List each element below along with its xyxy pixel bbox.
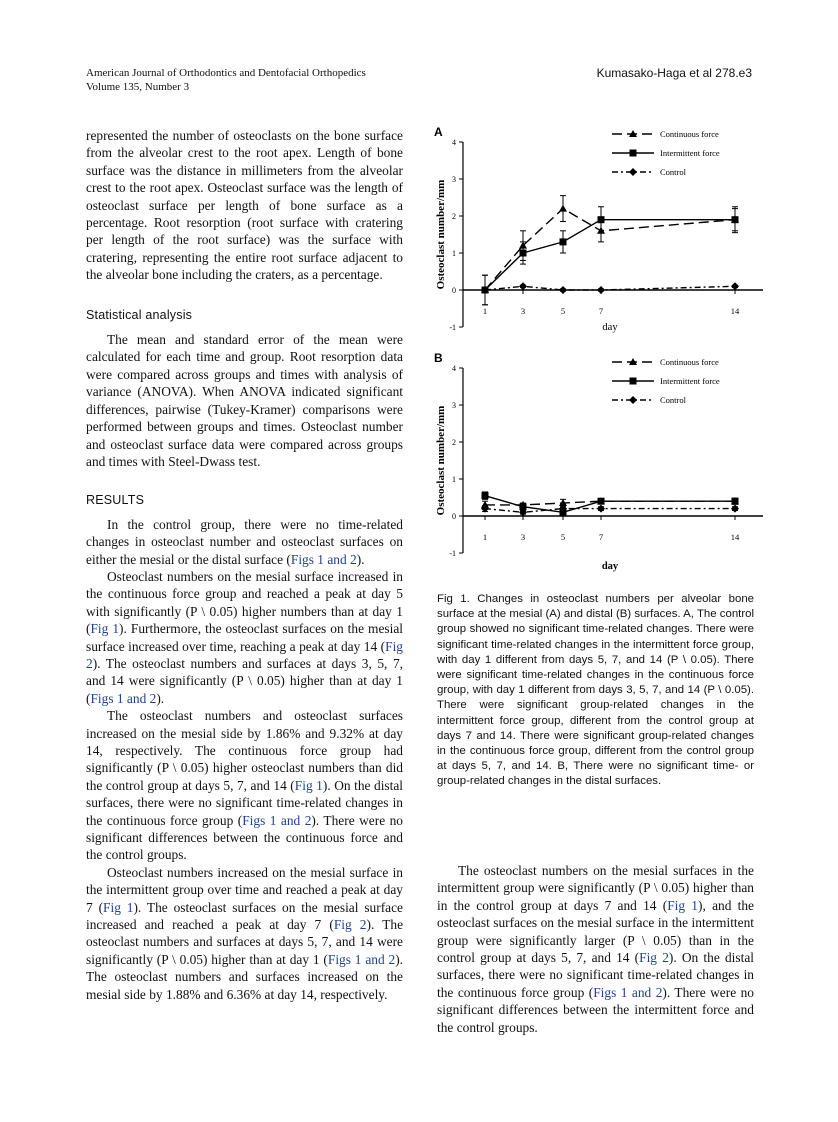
legend-label: Continuous force [660,129,719,139]
diamond-marker [629,168,637,176]
running-header-left [86,66,366,94]
chart-panel-b [434,351,763,572]
legend-label: Intermittent force [660,148,720,158]
legend-label: Continuous force [660,357,719,367]
diamond-marker [597,505,605,513]
y-tick-label: -1 [449,549,456,558]
square-marker [630,150,637,157]
results-paragraph-1: In the control group, there were no time-related changes in osteoclast number and osteoclast surfaces on either the mesial or the distal surface (Figs 1 and 2). [86,516,403,567]
methods-paragraph: represented the number of osteoclasts on the bone surface from the alveolar crest to the root apex. Length of bone surface was the distance in millimeters from the alveolar crest to the root apex. Osteoclast surface was the length of osteoclast surface per length of bone surface as a percentage. Root resorption (root surface with cratering per length of the root surface) was the surface with cratering, representing the entire root surface adjacent to the alveolar bone including the craters, as a percentage. [86,128,403,283]
journal-volume: Volume 135, Number 3 [86,81,190,93]
square-marker [482,492,489,499]
x-tick-label: 1 [482,532,488,542]
figure-link[interactable]: Figs 1 and 2 [242,812,312,828]
panel-letter: B [434,351,443,365]
results-paragraph-2: Osteoclast numbers on the mesial surface increased in the continuous force group and reached a peak at day 5 with significantly (P \ 0.05) higher numbers than at day 1 (Fig 1). Furthermore, the osteoclast surfaces on the mesial surface increased over time, reaching a peak at day 14 (Fig 2). The osteoclast numbers and surfaces at days 3, 5, 7, and 14 were significantly (P \ 0.05) higher than at day 1 (Figs 1 and 2). [86,568,403,706]
square-marker [520,250,527,257]
y-tick-label: 1 [452,475,456,484]
x-tick-label: 3 [520,532,526,542]
y-tick-label: 4 [452,138,456,147]
figure-link[interactable]: Figs 1 and 2 [593,984,663,1000]
y-axis-label: Osteoclast number/mm [435,405,447,516]
y-axis-label: Osteoclast number/mm [435,179,447,290]
x-axis-label: day [601,561,619,572]
y-tick-label: 2 [452,212,456,221]
square-marker [732,216,739,223]
y-tick-label: 1 [452,249,456,258]
panel-letter: A [434,125,443,139]
diamond-marker [629,396,637,404]
left-column [86,127,403,1003]
y-tick-label: 3 [452,175,456,184]
y-tick-label: 3 [452,401,456,410]
series-control [481,282,739,294]
x-tick-label: 3 [520,306,526,316]
square-marker [630,378,637,385]
x-tick-label: 1 [482,306,488,316]
results-heading: RESULTS [86,493,145,508]
triangle-marker [559,205,567,212]
x-tick-label: 7 [598,306,604,316]
figure-link[interactable]: Fig 1 [90,621,120,637]
y-tick-label: 2 [452,438,456,447]
statistical-analysis-paragraph: The mean and standard error of the mean were calculated for each time and group. Root resorption data were compared across groups and times with analysis of variance (ANOVA). When ANOVA indicated significant differences, pairwise (Tukey-Kramer) comparisons were performed between groups and times. Osteoclast number and osteoclast surface data were compared across groups and times with Steel-Dwass test. [86,332,403,469]
journal-name: American Journal of Orthodontics and Dentofacial Orthopedics [86,67,366,79]
x-tick-label: 5 [560,306,566,316]
legend [612,129,720,177]
legend-label: Control [660,167,686,177]
diamond-marker [559,286,567,294]
diamond-marker [519,282,527,290]
statistical-analysis-heading: Statistical analysis [86,307,193,322]
diamond-marker [731,505,739,513]
running-header-citation: Kumasako-Haga et al 278.e3 [596,66,752,80]
results-paragraph-5: The osteoclast numbers on the mesial surfaces in the intermittent group were significantly (P \ 0.05) higher than in the control group at days 7 and 14 (Fig 1), and the osteoclast surfaces on the mesial surface in the intermittent group were significantly larger (P \ 0.05) than in the control group at days 5, 7, and 14 (Fig 2). On the distal surfaces, there were no significant time-related changes in the continuous force group (Figs 1 and 2). There were no significant differences between the intermittent force and the control groups. [437,863,754,1035]
figure-1 [430,118,770,588]
y-tick-label: 0 [452,512,456,521]
x-tick-label: 14 [730,306,740,316]
x-tick-label: 14 [730,532,740,542]
figure-link[interactable]: Figs 1 and 2 [90,690,157,706]
y-tick-label: 0 [452,286,456,295]
results-paragraph-4: Osteoclast numbers increased on the mesial surface in the intermittent group over time and reached a peak at day 7 (Fig 1). The osteoclast surfaces on the mesial surface increased and reached a peak at day 7 (Fig 2). The osteoclast numbers and surfaces at days 5, 7, and 14 were significantly (P \ 0.05) higher than at day 1 (Figs 1 and 2). The osteoclast numbers and surfaces increased on the mesial side by 1.88% and 6.36% at day 14, respectively. [86,864,404,1002]
y-tick-label: -1 [449,323,456,332]
figure-link[interactable]: Fig 2 [333,917,367,933]
square-marker [598,216,605,223]
results-paragraph-3: The osteoclast numbers and osteoclast surfaces increased on the mesial side by 1.86% and 9.32% at day 14, respectively. The continuous force group had significantly (P \ 0.05) higher osteoclast numbers than did the control group at days 5, 7, and 14 (Fig 1). On the distal surfaces, there were no significant time-related changes in the continuous force group (Figs 1 and 2). There were no significant differences between the continuous force and the control groups. [86,708,404,863]
figure-link[interactable]: Fig 1 [667,897,699,913]
figure-link[interactable]: Fig 1 [103,899,134,915]
figure-link[interactable]: Fig 2 [639,950,669,966]
diamond-marker [597,286,605,294]
legend [612,357,720,405]
square-marker [598,498,605,505]
square-marker [560,238,567,245]
figure-1-caption: Fig 1. Changes in osteoclast numbers per alveolar bone surface at the mesial (A) and distal (B) surfaces. A, The control group showed no significant time-related changes. There were significant time-related changes in the intermittent force group, with day 1 different from days 5, 7, and 14 (P \ 0.05). There were significant time-related changes in the continuous force group, with day 1 different from days 3, 5, 7, and 14 (P \ 0.05). There were significant group-related changes in the intermittent force group, different from the control group at days 7 and 14. There were significant group-related changes in the continuous force group, different from the control group at days 5, 7, and 14. B, There were no significant time- or group-related changes in the distal surfaces. [437,593,754,788]
y-tick-label: 4 [452,364,456,373]
x-tick-label: 7 [598,532,604,542]
figure-link[interactable]: Fig 2 [86,638,403,671]
diamond-marker [731,282,739,290]
x-axis-label: day [602,322,618,333]
figure-link[interactable]: Figs 1 and 2 [290,551,357,567]
legend-label: Intermittent force [660,376,720,386]
legend-label: Control [660,395,686,405]
figure-link[interactable]: Figs 1 and 2 [327,951,396,967]
chart-panel-a [434,125,763,333]
square-marker [732,498,739,505]
figure-link[interactable]: Fig 1 [294,777,323,793]
right-column [437,862,754,1036]
x-tick-label: 5 [560,532,566,542]
